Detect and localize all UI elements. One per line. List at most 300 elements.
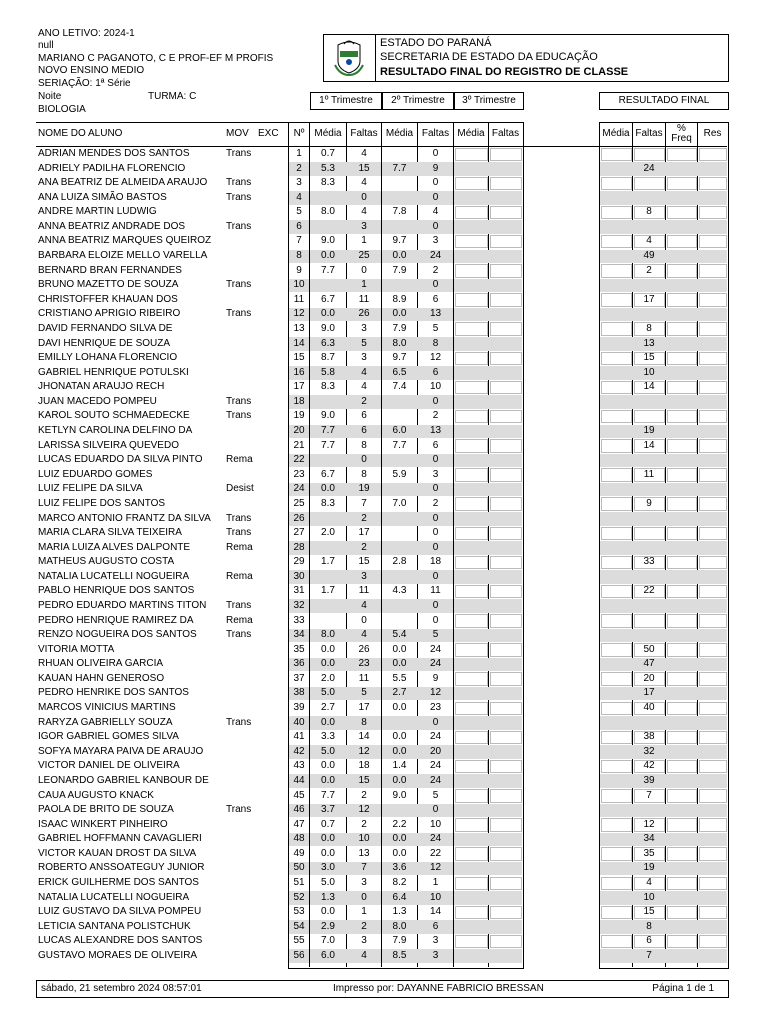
t1-faltas: 0 [361, 264, 367, 276]
t2-faltas: 2 [432, 497, 439, 509]
t1-faltas: 1 [361, 279, 367, 291]
state-title-box [374, 34, 729, 82]
final-faltas: 50 [643, 643, 655, 655]
t1-faltas: 4 [361, 366, 367, 378]
student-name: ANA BEATRIZ DE ALMEIDA ARAUJO [38, 177, 208, 189]
student-name: EMILLY LOHANA FLORENCIO [38, 352, 178, 364]
empty-cell [490, 585, 522, 599]
header-null: null [38, 40, 54, 51]
empty-cell [601, 206, 632, 220]
student-name: LEONARDO GABRIEL KANBOUR DE [38, 774, 209, 786]
student-number: 39 [293, 702, 305, 714]
final-faltas: 47 [643, 658, 655, 670]
t1-faltas: 1 [361, 906, 367, 918]
t2-faltas: 9 [432, 672, 439, 684]
empty-cell [667, 148, 697, 162]
table-row [0, 234, 768, 249]
final-faltas: 34 [643, 833, 655, 845]
row-shading [454, 716, 522, 730]
final-faltas: 14 [643, 381, 655, 393]
table-row [0, 745, 768, 760]
student-number: 12 [293, 308, 305, 320]
student-number: 26 [293, 512, 305, 524]
empty-cell [699, 643, 727, 657]
empty-cell [490, 760, 522, 774]
final-faltas: 24 [643, 162, 655, 174]
empty-cell [455, 352, 488, 366]
t2-faltas: 24 [429, 643, 442, 655]
student-number: 54 [293, 920, 305, 932]
table-row [0, 716, 768, 731]
empty-cell [634, 527, 665, 541]
t1-faltas: 6 [361, 425, 367, 437]
empty-cell [455, 235, 488, 249]
table-row [0, 832, 768, 847]
secretariat-name: SECRETARIA DE ESTADO DA EDUCAÇÃO [380, 51, 598, 63]
student-name: GABRIEL HOFFMANN CAVAGLIERI [38, 833, 202, 845]
student-name: LUIZ FELIPE DA SILVA [38, 483, 143, 495]
t2-media: 0.0 [392, 308, 407, 320]
t2-faltas: 24 [429, 658, 442, 670]
final-faltas: 35 [643, 847, 655, 859]
student-name: DAVID FERNANDO SILVA DE [38, 322, 173, 334]
empty-cell [455, 497, 488, 511]
row-shading [454, 949, 522, 963]
student-number: 3 [296, 177, 302, 189]
student-number: 43 [293, 760, 305, 772]
student-mov: Trans [226, 804, 252, 816]
table-row [0, 439, 768, 454]
student-number: 17 [293, 381, 305, 393]
empty-cell [634, 177, 665, 191]
student-mov: Trans [226, 410, 252, 422]
empty-cell [699, 877, 727, 891]
student-mov: Desist [226, 483, 254, 495]
empty-cell [455, 410, 488, 424]
t2-faltas: 3 [432, 235, 439, 247]
t1-media: 5.3 [321, 162, 335, 174]
student-number: 8 [296, 250, 302, 262]
t1-media: 6.0 [321, 949, 335, 961]
empty-cell [601, 614, 632, 628]
t1-faltas: 0 [361, 454, 367, 466]
empty-cell [601, 847, 632, 861]
table-row [0, 293, 768, 308]
t1-faltas: 0 [361, 191, 367, 203]
row-shading [600, 191, 727, 205]
final-faltas: 19 [643, 425, 655, 437]
t2-faltas: 6 [432, 920, 439, 932]
student-number: 48 [293, 833, 305, 845]
t1-faltas: 10 [358, 833, 370, 845]
student-number: 25 [293, 497, 305, 509]
row-shading [600, 395, 727, 409]
t2-faltas: 12 [429, 862, 442, 874]
t2-faltas: 0 [432, 599, 439, 611]
student-number: 47 [293, 818, 305, 830]
state-name: ESTADO DO PARANÁ [380, 37, 492, 49]
t2-faltas: 22 [429, 847, 442, 859]
header-grade: SERIAÇÃO: 1ª Série [38, 78, 131, 89]
t2-media: 9.0 [392, 789, 407, 801]
empty-cell [601, 672, 632, 686]
row-shading [454, 220, 522, 234]
t1-media: 0.0 [321, 658, 335, 670]
col-media-final-header: Média [602, 128, 630, 139]
t2-media: 4.3 [392, 585, 407, 597]
empty-cell [699, 235, 727, 249]
student-name: CRISTIANO APRIGIO RIBEIRO [38, 308, 181, 320]
t2-media: 0.0 [392, 250, 407, 262]
empty-cell [667, 585, 697, 599]
student-name: LETICIA SANTANA POLISTCHUK [38, 920, 191, 932]
row-shading [454, 745, 522, 759]
empty-cell [490, 206, 522, 220]
empty-cell [601, 264, 632, 278]
empty-cell [667, 322, 697, 336]
student-number: 44 [293, 774, 305, 786]
t2-faltas: 20 [429, 745, 442, 757]
t1-faltas: 0 [361, 891, 367, 903]
t1-media: 0.0 [321, 774, 335, 786]
student-mov: Rema [226, 570, 253, 582]
student-number: 36 [293, 658, 305, 670]
empty-cell [699, 731, 727, 745]
student-name: NATALIA LUCATELLI NOGUEIRA [38, 891, 190, 903]
empty-cell [455, 206, 488, 220]
table-row [0, 380, 768, 395]
row-shading [454, 833, 522, 847]
student-name: BERNARD BRAN FERNANDES [38, 264, 182, 276]
empty-cell [699, 410, 727, 424]
t1-faltas: 12 [358, 745, 370, 757]
final-faltas: 20 [643, 672, 655, 684]
printed-by: Impresso por: DAYANNE FABRICIO BRESSAN [333, 983, 544, 994]
student-name: LUIZ GUSTAVO DA SILVA POMPEU [38, 906, 202, 918]
t2-faltas: 4 [432, 206, 439, 218]
table-row [0, 395, 768, 410]
empty-cell [490, 322, 522, 336]
t2-faltas: 0 [432, 804, 439, 816]
table-row [0, 366, 768, 381]
student-number: 21 [293, 439, 305, 451]
student-number: 55 [293, 935, 305, 947]
report-title: RESULTADO FINAL DO REGISTRO DE CLASSE [380, 66, 629, 78]
t1-faltas: 3 [361, 877, 367, 888]
student-mov: Rema [226, 454, 253, 466]
t1-faltas: 17 [358, 702, 370, 714]
row-shading [454, 774, 522, 788]
t1-media: 5.8 [321, 366, 335, 378]
student-number: 46 [293, 804, 305, 816]
t2-media: 2.7 [392, 687, 407, 699]
student-number: 33 [293, 614, 305, 626]
t2-faltas: 0 [432, 454, 439, 466]
student-name: ADRIELY PADILHA FLORENCIO [38, 162, 186, 174]
t1-faltas: 11 [358, 672, 370, 684]
empty-cell [490, 527, 522, 541]
empty-cell [455, 177, 488, 191]
empty-cell [490, 847, 522, 861]
student-name: RARYZA GABRIELLY SOUZA [38, 716, 173, 728]
t2-faltas: 12 [429, 352, 442, 364]
final-faltas: 14 [643, 439, 655, 451]
table-row [0, 657, 768, 672]
student-number: 5 [296, 206, 302, 218]
empty-cell [455, 148, 488, 162]
student-mov: Rema [226, 541, 253, 553]
empty-cell [490, 818, 522, 832]
t2-faltas: 24 [429, 774, 442, 786]
t2-media: 0.0 [392, 847, 407, 859]
table-row [0, 512, 768, 527]
student-number: 40 [293, 716, 305, 728]
t2-media: 7.9 [392, 935, 407, 947]
row-shading [454, 804, 522, 818]
student-number: 35 [293, 643, 305, 655]
empty-cell [490, 556, 522, 570]
table-row [0, 920, 768, 935]
student-number: 37 [293, 672, 305, 684]
empty-cell [455, 789, 488, 803]
student-number: 7 [296, 235, 302, 247]
final-faltas: 7 [646, 949, 652, 961]
t2-media: 6.4 [392, 891, 407, 903]
t1-media: 2.7 [321, 702, 335, 714]
row-shading [454, 395, 522, 409]
student-number: 50 [293, 862, 305, 874]
table-row [0, 409, 768, 424]
row-shading [454, 250, 522, 264]
t1-faltas: 5 [361, 687, 367, 699]
student-name: LUCAS EDUARDO DA SILVA PINTO [38, 454, 203, 466]
table-row [0, 322, 768, 337]
empty-cell [667, 614, 697, 628]
student-name: CAUA AUGUSTO KNACK [38, 789, 154, 801]
empty-cell [667, 847, 697, 861]
student-name: KAROL SOUTO SCHMAEDECKE [38, 410, 190, 422]
table-row [0, 905, 768, 920]
t1-media: 0.7 [321, 818, 335, 830]
t2-faltas: 12 [429, 687, 442, 699]
t1-media: 1.3 [321, 891, 335, 903]
student-number: 15 [293, 352, 305, 364]
student-name: MARIA LUIZA ALVES DALPONTE [38, 541, 191, 553]
t1-faltas: 3 [361, 570, 367, 582]
table-row [0, 249, 768, 264]
col-faltas-2-header: Faltas [421, 128, 450, 139]
t1-faltas: 8 [361, 439, 367, 451]
empty-cell [699, 556, 727, 570]
row-shading [600, 220, 727, 234]
empty-cell [699, 381, 727, 395]
t1-faltas: 3 [361, 322, 367, 334]
empty-cell [601, 381, 632, 395]
col-faltas-3-header: Faltas [491, 128, 520, 139]
student-mov: Trans [226, 629, 252, 641]
t2-media: 6.5 [392, 366, 407, 378]
student-name: DAVI HENRIQUE DE SOUZA [38, 337, 171, 349]
t1-faltas: 2 [361, 789, 367, 801]
final-faltas: 40 [643, 702, 655, 714]
final-faltas: 22 [643, 585, 655, 597]
table-row [0, 337, 768, 352]
student-mov: Trans [226, 308, 252, 320]
t2-faltas: 8 [432, 337, 439, 349]
table-row [0, 205, 768, 220]
empty-cell [699, 789, 727, 803]
row-shading [600, 599, 727, 613]
t2-faltas: 3 [432, 949, 439, 961]
student-name: BARBARA ELOIZE MELLO VARELLA [38, 250, 208, 262]
final-faltas: 38 [643, 731, 655, 743]
t1-media: 3.0 [321, 862, 335, 874]
student-mov: Rema [226, 614, 253, 626]
table-row [0, 278, 768, 293]
row-shading [454, 308, 522, 322]
student-name: RHUAN OLIVEIRA GARCIA [38, 658, 164, 670]
t1-faltas: 3 [361, 220, 367, 232]
row-shading [454, 191, 522, 205]
t2-media: 6.0 [392, 425, 407, 437]
student-name: NATALIA LUCATELLI NOGUEIRA [38, 570, 190, 582]
col-freq-header: % Freq [671, 123, 692, 144]
t1-faltas: 8 [361, 468, 367, 480]
empty-cell [455, 818, 488, 832]
empty-cell [455, 643, 488, 657]
empty-cell [601, 235, 632, 249]
table-row [0, 774, 768, 789]
table-row [0, 468, 768, 483]
student-name: PABLO HENRIQUE DOS SANTOS [38, 585, 195, 597]
student-number: 19 [293, 410, 305, 422]
t1-faltas: 4 [361, 177, 367, 189]
row-shading [600, 629, 727, 643]
row-shading [454, 658, 522, 672]
empty-cell [667, 877, 697, 891]
t1-media: 2.9 [321, 920, 335, 932]
col-media-2-header: Média [385, 128, 414, 139]
empty-cell [455, 672, 488, 686]
empty-cell [490, 439, 522, 453]
table-row [0, 891, 768, 906]
student-number: 27 [293, 527, 305, 539]
col-faltas-final-header: Faltas [635, 128, 663, 139]
t2-media: 7.4 [392, 381, 407, 393]
empty-cell [667, 439, 697, 453]
t1-faltas: 2 [361, 920, 367, 932]
student-name: ANNA BEATRIZ ANDRADE DOS [38, 220, 186, 232]
t2-faltas: 24 [429, 833, 442, 845]
student-name: GABRIEL HENRIQUE POTULSKI [38, 366, 189, 378]
empty-cell [490, 235, 522, 249]
t1-media: 8.0 [321, 206, 335, 218]
t1-media: 0.0 [321, 847, 335, 859]
student-name: MATHEUS AUGUSTO COSTA [38, 556, 175, 568]
header-program: NOVO ENSINO MEDIO [38, 65, 145, 76]
col-name-header: NOME DO ALUNO [38, 128, 123, 139]
student-number: 14 [293, 337, 305, 349]
t2-media: 0.0 [392, 702, 407, 714]
t2-faltas: 6 [432, 366, 439, 378]
student-name: KAUAN HAHN GENEROSO [38, 672, 165, 684]
empty-cell [601, 177, 632, 191]
t2-faltas: 5 [432, 629, 439, 641]
t1-media: 9.0 [321, 410, 335, 422]
student-number: 52 [293, 891, 305, 903]
final-faltas: 4 [646, 877, 652, 888]
col-media-3-header: Média [457, 128, 485, 139]
empty-cell [601, 585, 632, 599]
student-number: 34 [293, 629, 305, 641]
t1-media: 8.0 [321, 629, 335, 641]
t2-media: 1.3 [392, 906, 407, 918]
empty-cell [455, 935, 488, 949]
empty-cell [667, 702, 697, 716]
t1-media: 6.3 [321, 337, 335, 349]
empty-cell [601, 643, 632, 657]
t2-faltas: 14 [429, 906, 442, 918]
empty-cell [667, 935, 697, 949]
header-shift: Noite [38, 91, 62, 102]
t1-faltas: 25 [358, 250, 370, 262]
t2-faltas: 23 [429, 702, 442, 714]
t1-faltas: 15 [358, 556, 370, 568]
student-name: VICTOR DANIEL DE OLIVEIRA [38, 760, 180, 772]
t1-faltas: 7 [361, 497, 367, 509]
final-faltas: 19 [643, 862, 655, 874]
trimester-3-header: 3º Trimestre [454, 92, 524, 110]
t1-media: 0.7 [321, 148, 335, 159]
empty-cell [601, 731, 632, 745]
student-number: 1 [296, 148, 302, 159]
trimester-2-header: 2º Trimestre [382, 92, 454, 110]
t1-faltas: 19 [358, 483, 370, 495]
table-row [0, 876, 768, 891]
empty-cell [699, 527, 727, 541]
student-number: 56 [293, 949, 305, 961]
empty-cell [667, 497, 697, 511]
table-row [0, 176, 768, 191]
row-shading [600, 804, 727, 818]
empty-cell [601, 439, 632, 453]
t1-media: 5.0 [321, 877, 335, 888]
col-res-header: Res [703, 128, 722, 139]
t1-media: 3.7 [321, 804, 335, 816]
t1-media: 0.0 [321, 308, 335, 320]
table-row [0, 628, 768, 643]
student-name: LUIZ FELIPE DOS SANTOS [38, 497, 166, 509]
empty-cell [667, 818, 697, 832]
final-faltas: 12 [643, 818, 655, 830]
table-row [0, 803, 768, 818]
t1-faltas: 8 [361, 716, 367, 728]
empty-cell [667, 789, 697, 803]
row-shading [454, 570, 522, 584]
t2-media: 8.0 [392, 920, 407, 932]
empty-cell [601, 527, 632, 541]
student-name: JHONATAN ARAUJO RECH [38, 381, 165, 393]
student-number: 41 [293, 731, 305, 743]
empty-cell [601, 818, 632, 832]
student-mov: Trans [226, 512, 252, 524]
table-row [0, 453, 768, 468]
t1-media: 9.0 [321, 235, 335, 247]
row-shading [454, 483, 522, 497]
t2-media: 0.0 [392, 658, 407, 670]
t2-faltas: 0 [432, 614, 439, 626]
empty-cell [490, 935, 522, 949]
